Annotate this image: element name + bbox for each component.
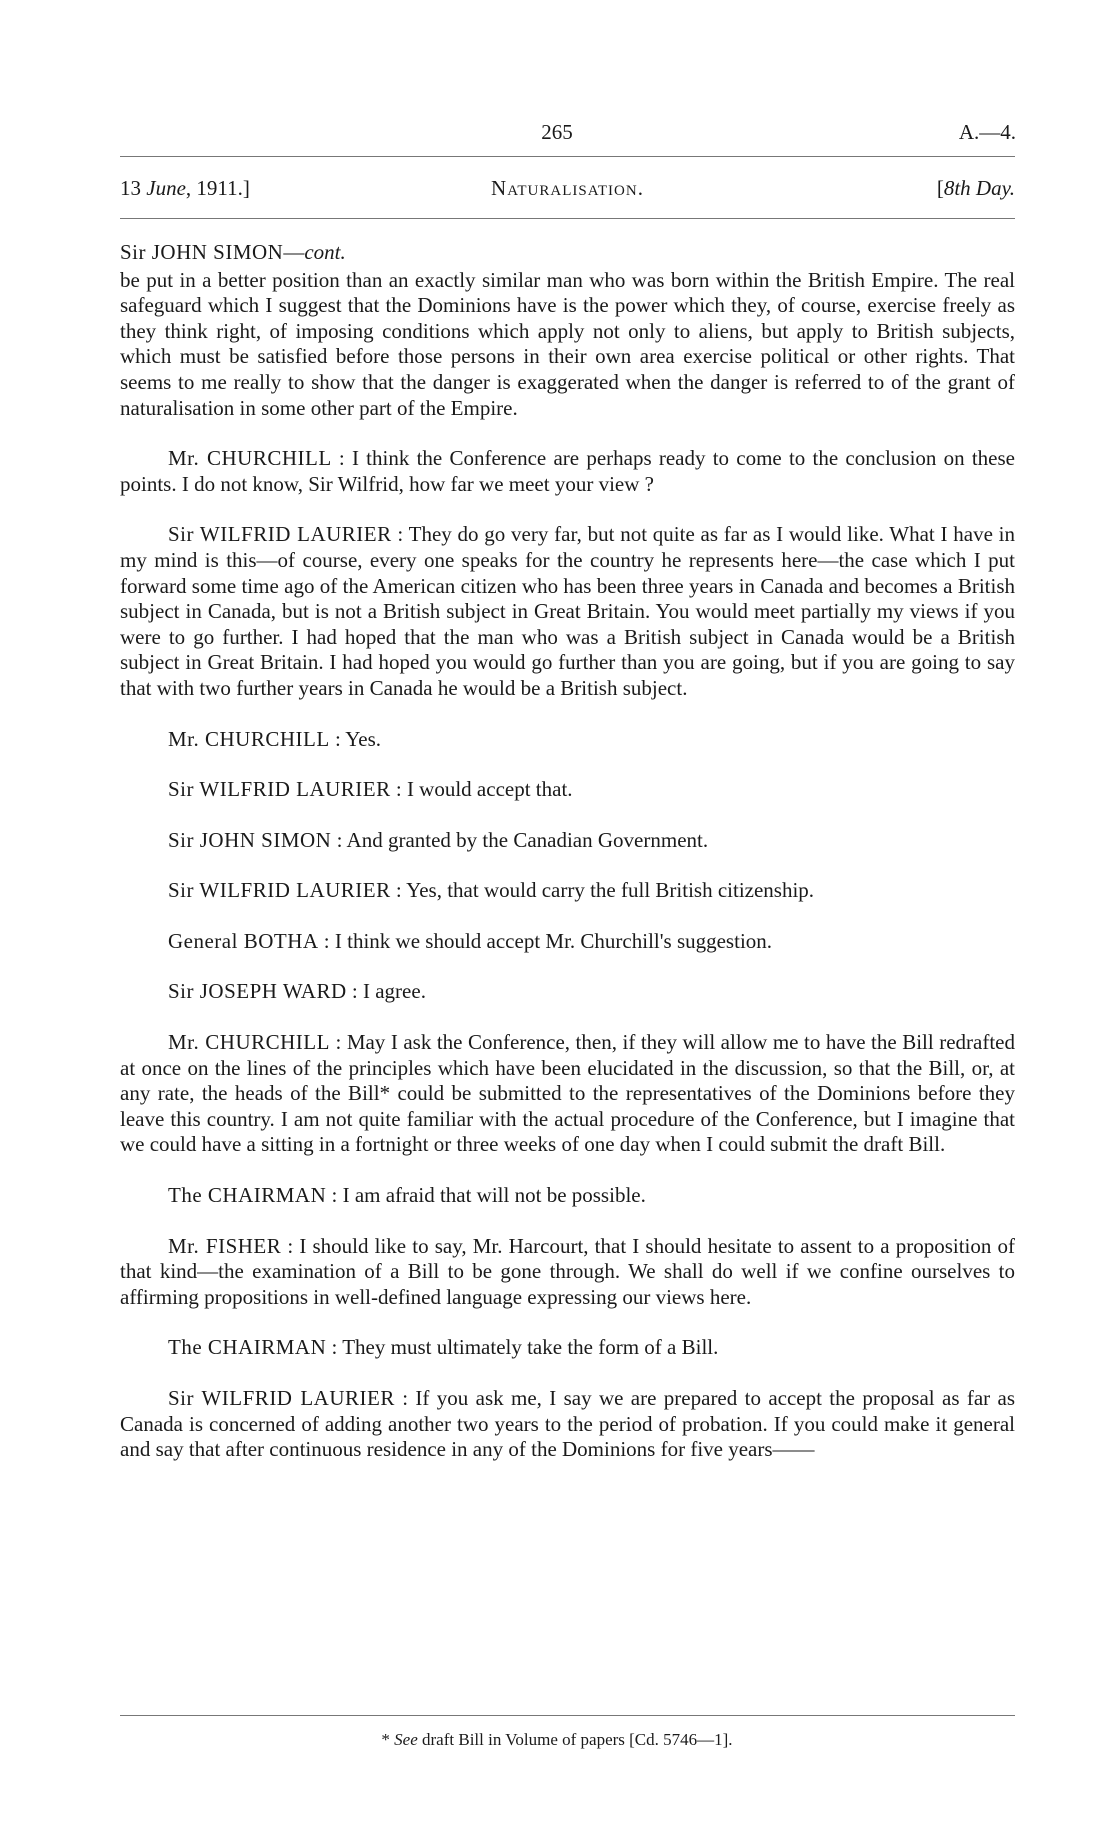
footnote-see: See bbox=[394, 1730, 418, 1749]
day-ordinal: 8th bbox=[943, 176, 971, 200]
paragraph-text: : They must ultimately take the form of a Bill. bbox=[331, 1335, 719, 1360]
paragraph-text: : I agree. bbox=[351, 979, 426, 1004]
speaker-name: The CHAIRMAN bbox=[168, 1183, 327, 1208]
transcript-body bbox=[120, 240, 1015, 1488]
speaker-name: Sir WILFRID LAURIER bbox=[168, 878, 391, 903]
speaker-name: Sir JOHN SIMON bbox=[168, 827, 332, 852]
running-head-title: Naturalisation. bbox=[491, 176, 644, 200]
speaker-name: Sir WILFRID LAURIER bbox=[168, 1386, 395, 1410]
day-word: Day. bbox=[970, 176, 1015, 200]
paragraph bbox=[120, 1386, 1015, 1463]
paragraph-text: : Yes. bbox=[334, 726, 382, 751]
speaker-name: Mr. CHURCHILL bbox=[168, 1030, 330, 1055]
speaker-name: Mr. CHURCHILL bbox=[168, 446, 332, 471]
paragraph bbox=[120, 929, 1015, 955]
speaker-name: Sir WILFRID LAURIER bbox=[168, 777, 391, 802]
paragraph-text: : I think the Conference are perhaps ready to come to the conclusion on these points. I do not know, Sir Wilfrid, how far we meet your view ? bbox=[120, 446, 1015, 496]
speaker-name: Sir JOSEPH WARD bbox=[168, 979, 347, 1004]
page-number: 265 bbox=[541, 120, 573, 144]
paragraph-text: : I think we should accept Mr. Churchill's suggestion. bbox=[323, 928, 773, 953]
paragraph bbox=[120, 1335, 1015, 1361]
paragraph bbox=[120, 878, 1015, 904]
running-head-rule bbox=[120, 218, 1015, 219]
paragraph bbox=[120, 268, 1015, 422]
speaker-name: Mr. FISHER bbox=[168, 1233, 282, 1258]
paragraph-text: : Yes, that would carry the full British citizenship. bbox=[395, 878, 815, 903]
date-year: , 1911.] bbox=[185, 176, 250, 200]
paragraph-text: be put in a better position than an exactly similar man who was born within the British Empire. The real safeguard which I suggest that the Dominions have is the power which they, of course, exercise freely as they think right, of imposing conditions which apply not only to aliens, but apply to British subjects, which must be satisfied before those persons in their own area exercise political or other rights. That seems to me really to show that the danger is exaggerated when the danger is referred to of the grant of naturalisation in some other part of the Empire. bbox=[120, 267, 1015, 420]
paragraph-text: : I would accept that. bbox=[395, 777, 573, 802]
paragraph bbox=[120, 777, 1015, 803]
paragraph bbox=[120, 979, 1015, 1005]
paragraph-text: : And granted by the Canadian Government. bbox=[336, 827, 709, 852]
speaker-name: Sir WILFRID LAURIER bbox=[168, 522, 392, 547]
paragraph bbox=[120, 522, 1015, 701]
paragraph bbox=[120, 727, 1015, 753]
continuation-dash: — bbox=[283, 240, 305, 264]
date-month: June bbox=[146, 176, 186, 200]
paragraph-text: : They do go very far, but not quite as far as I would like. What I have in my mind is this—of course, every one speaks for the country he represents here—the case which I put forward some time ago of the American citizen who has been three years in Canada and becomes a British subject in Canada, but is not a British subject in Great Britain. You would meet partially my views if you were to go further. I had hoped that the man who was a British subject in Canada would be a British subject in Great Britain. I had hoped you would go further than you are going, but if you are going to say that with two further years in Canada he would be a British subject. bbox=[120, 522, 1016, 700]
document-reference: A.—4. bbox=[958, 120, 1016, 144]
speaker-name: The CHAIRMAN bbox=[168, 1335, 327, 1360]
paragraph-text: : I should like to say, Mr. Harcourt, that I should hesitate to assent to a proposition of that kind—the examination of a Bill to be gone through. We shall do well if we confine ourselves to affirming propositions in well-defined language expressing our views here. bbox=[120, 1233, 1015, 1309]
paragraph bbox=[120, 1030, 1015, 1158]
paragraph bbox=[120, 446, 1015, 497]
header-rule bbox=[120, 156, 1015, 157]
continuation-heading bbox=[120, 240, 1015, 266]
day-bracket: [ bbox=[936, 176, 944, 200]
speaker-name: General BOTHA bbox=[168, 928, 319, 953]
footnote-rule bbox=[120, 1715, 1015, 1716]
paragraph bbox=[120, 828, 1015, 854]
running-head-day bbox=[937, 176, 1015, 201]
footnote bbox=[0, 1730, 1114, 1750]
continuation-speaker: Sir JOHN SIMON bbox=[120, 240, 284, 264]
paragraph-text: : If you ask me, I say we are prepared to accept the proposal as far as Canada is concerned of adding another two years to the period of probation. If you could make it general and say that after continuous residence in any of the Dominions for five years—— bbox=[120, 1386, 1016, 1462]
date-day: 13 bbox=[120, 176, 147, 200]
paragraph-text: : May I ask the Conference, then, if they will allow me to have the Bill redrafted at once on the lines of the principles which have been elucidated in the discussion, so that the Bill, or, at any rate, the heads of the Bill* could be submitted to the representatives of the Dominions before they leave this country. I am not quite familiar with the actual procedure of the Conference, but I imagine that we could have a sitting in a fortnight or three weeks of one day when I could submit the draft Bill. bbox=[120, 1030, 1015, 1157]
paragraph bbox=[120, 1234, 1015, 1311]
speaker-name: Mr. CHURCHILL bbox=[168, 726, 330, 751]
running-head bbox=[120, 176, 1015, 206]
paragraph bbox=[120, 1183, 1015, 1209]
footnote-marker: * bbox=[381, 1730, 395, 1749]
paragraph-text: : I am afraid that will not be possible. bbox=[331, 1183, 646, 1208]
continuation-label: cont. bbox=[304, 240, 346, 264]
footnote-text: draft Bill in Volume of papers [Cd. 5746—1]. bbox=[417, 1730, 733, 1749]
